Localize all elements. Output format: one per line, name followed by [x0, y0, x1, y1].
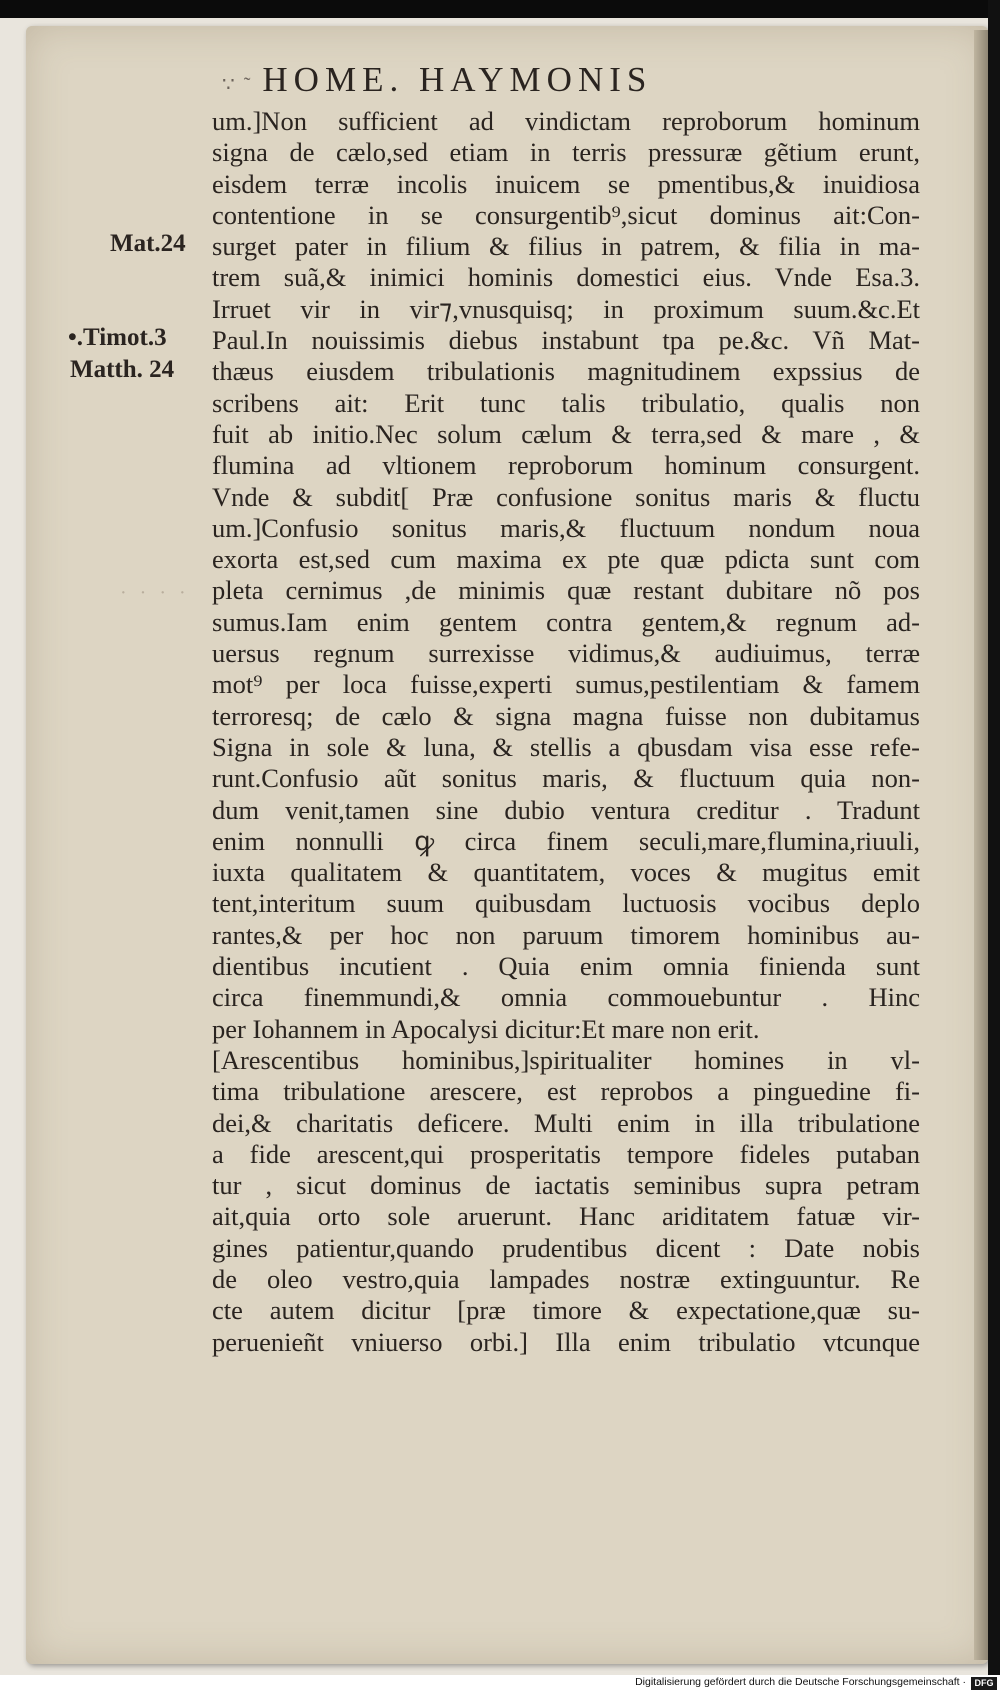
- text-line: Vnde & subdit[ Præ confusione sonitus maris & fluctu: [212, 481, 920, 512]
- text-line: dientibus incutient . Quia enim omnia finienda sunt: [212, 951, 920, 982]
- margin-note-timot3: •.Timot.3: [68, 324, 167, 351]
- text-line: de oleo vestro,quia lampades nostræ extinguuntur. Re: [212, 1263, 920, 1294]
- text-line: scribens ait: Erit tunc talis tribulatio, qualis non: [212, 387, 920, 418]
- text-line: Paul.In nouissimis diebus instabunt tpa pe.&c. Vñ Mat-: [212, 325, 920, 356]
- text-line: ait,quia orto sole aruerunt. Hanc ariditatem fatuæ vir-: [212, 1201, 920, 1232]
- header-title: HOME. HAYMONIS: [262, 60, 653, 99]
- text-line: runt.Confusio aũt sonitus maris, & fluctuum quia non-: [212, 763, 920, 794]
- text-line: Irruet vir in vir⁊,vnusquisq; in proximum suum.&c.Et: [212, 293, 920, 324]
- show-through-mark: · · · ·: [120, 582, 190, 604]
- bottom-strip: [0, 1675, 600, 1693]
- dfg-logo: DFG: [971, 1677, 997, 1690]
- text-line: iuxta qualitatem & quantitatem, voces & mugitus emit: [212, 857, 920, 888]
- text-line: exorta est,sed cum maxima ex pte quæ pdicta sunt com: [212, 544, 920, 575]
- text-line: [Arescentibus hominibus,]spiritualiter homines in vl-: [212, 1044, 920, 1075]
- margin-note-matth24: Matth. 24: [70, 356, 175, 383]
- text-line: thæus eiusdem tribulationis magnitudinem expssius de: [212, 356, 920, 387]
- text-line: per Iohannem in Apocalysi dicitur:Et mare non erit.: [212, 1013, 760, 1044]
- text-line: tur , sicut dominus de iactatis seminibus supra petram: [212, 1170, 920, 1201]
- header-ornament: ∵ ˜: [222, 74, 253, 96]
- text-line: pleta cernimus ,de minimis quæ restant dubitare nõ pos: [212, 575, 920, 606]
- text-line: terroresq; de cælo & signa magna fuisse non dubitamus: [212, 700, 920, 731]
- text-line: circa finemmundi,& omnia commouebuntur . Hinc: [212, 982, 920, 1013]
- text-line: fuit ab initio.Nec solum cælum & terra,sed & mare , &: [212, 418, 920, 449]
- text-line: eisdem terræ incolis inuicem se pmentibus,& inuidiosa: [212, 168, 920, 199]
- text-line: uersus regnum surrexisse vidimus,& audiuimus, terræ: [212, 638, 920, 669]
- main-text-block: [212, 106, 920, 1358]
- footer-bar: [600, 1675, 1000, 1693]
- text-line: um.]Confusio sonitus maris,& fluctuum nondum noua: [212, 512, 920, 543]
- top-black-bar: [0, 0, 1000, 18]
- text-line: a fide arescent,qui prosperitatis tempore fideles putaban: [212, 1138, 920, 1169]
- text-line: contentione in se consurgentib⁹,sicut dominus ait:Con-: [212, 199, 920, 230]
- text-line: sumus.Iam enim gentem contra gentem,& regnum ad-: [212, 606, 920, 637]
- text-line: dei,& charitatis deficere. Multi enim in illa tribulatione: [212, 1107, 920, 1138]
- text-line: mot⁹ per loca fuisse,experti sumus,pestilentiam & famem: [212, 669, 920, 700]
- right-black-bar: [988, 0, 1000, 1675]
- page-edge: [974, 30, 988, 1660]
- text-line: rantes,& per hoc non paruum timorem hominibus au-: [212, 919, 920, 950]
- text-line: dum venit,tamen sine dubio ventura creditur . Tradunt: [212, 794, 920, 825]
- text-line: gines patientur,quando prudentibus dicent : Date nobis: [212, 1232, 920, 1263]
- text-line: cte autem dicitur [præ timore & expectatione,quæ su-: [212, 1295, 920, 1326]
- text-line: trem suã,& inimici hominis domestici eius. Vnde Esa.3.: [212, 262, 920, 293]
- text-line: surget pater in filium & filius in patrem, & filia in ma-: [212, 231, 920, 262]
- text-line: tent,interitum suum quibusdam luctuosis vocibus deplo: [212, 888, 920, 919]
- text-line: peruenieñt vniuerso orbi.] Illa enim tribulatio vtcunque: [212, 1326, 920, 1357]
- text-line: tima tribulatione arescere, est reprobos a pinguedine fi-: [212, 1076, 920, 1107]
- margin-note-mat24: Mat.24: [110, 230, 186, 257]
- text-line: um.]Non sufficient ad vindictam reproborum hominum: [212, 106, 920, 136]
- text-line: Signa in sole & luna, & stellis a qbusdam visa esse refe-: [212, 731, 920, 762]
- text-line: flumina ad vltionem reproborum hominum consurgent.: [212, 450, 920, 481]
- running-header: [222, 60, 802, 104]
- footer-credit: Digitalisierung gefördert durch die Deutsche Forschungsgemeinschaft ·: [635, 1676, 966, 1688]
- text-line: enim nonnulli ꝙ circa finem seculi,mare,flumina,riuuli,: [212, 825, 920, 856]
- text-line: signa de cælo,sed etiam in terris pressuræ gẽtium erunt,: [212, 137, 920, 168]
